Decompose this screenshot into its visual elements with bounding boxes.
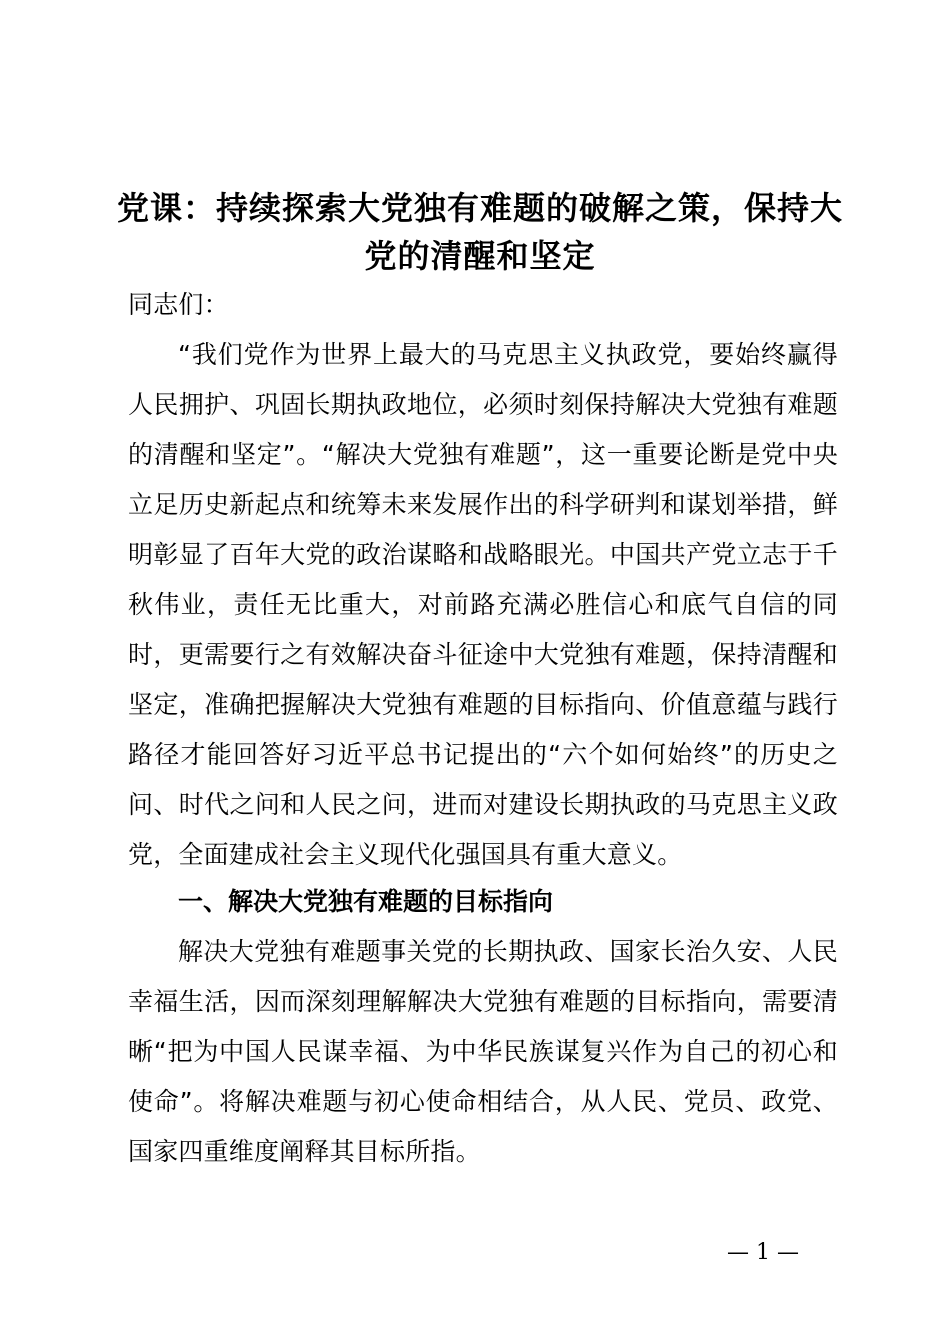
page-number: — 1 — bbox=[727, 1240, 799, 1265]
document-title: 党课：持续探索大党独有难题的破解之策，保持大党的清醒和坚定 bbox=[116, 189, 843, 275]
greeting: 同志们： bbox=[128, 290, 229, 319]
section-heading-1: 一、解决大党独有难题的目标指向 bbox=[178, 887, 554, 916]
intro-paragraph: “我们党作为世界上最大的马克思主义执政党，要始终赢得人民拥护、巩固长期执政地位，必须时刻保持解决大党独有难题的清醒和坚定”。“解决大党独有难题”，这一重要论断是党中央立足历史新起点和统筹未来发展作出的科学研判和谋划举措，鲜明彰显了百年大党的政治谋略和战略眼光。中国共产党立志于千秋伟业，责任无比重大，对前路充满必胜信心和底气自信的同时，更需要行之有效解决奋斗征途中大党独有难题，保持清醒和坚定，准确把握解决大党独有难题的目标指向、价值意蕴与践行路径才能回答好习近平总书记提出的“六个如何始终”的历史之问、时代之问和人民之问，进而对建设长期执政的马克思主义政党，全面建成社会主义现代化强国具有重大意义。 bbox=[128, 340, 838, 869]
section-1-paragraph: 解决大党独有难题事关党的长期执政、国家长治久安、人民幸福生活，因而深刻理解解决大党独有难题的目标指向，需要清晰“把为中国人民谋幸福、为中华民族谋复兴作为自己的初心和使命”。将解决难题与初心使命相结合，从人民、党员、政党、国家四重维度阐释其目标所指。 bbox=[128, 937, 838, 1166]
